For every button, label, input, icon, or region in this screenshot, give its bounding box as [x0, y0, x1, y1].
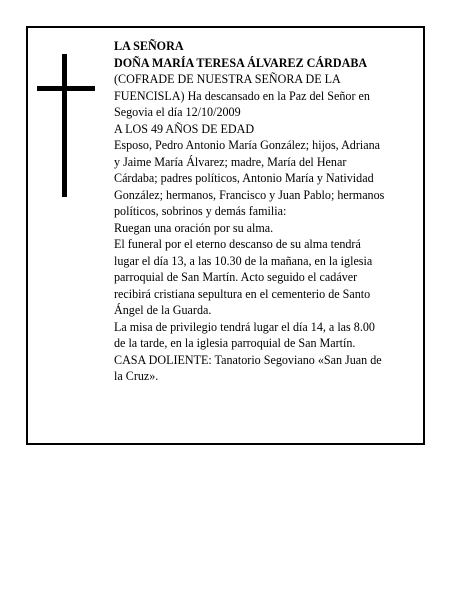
funeral-line: lugar el día 13, a las 10.30 de la mañana, en la iglesia: [114, 253, 373, 268]
affiliation-line: FUENCISLA) Ha descansado en la Paz del Señor en: [114, 88, 370, 103]
family-line: Cárdaba; padres políticos, Antonio María y Natividad: [114, 171, 374, 185]
cross-vertical-bar: [62, 54, 67, 197]
cross-horizontal-bar: [37, 86, 95, 91]
mass-line: La misa de privilegio tendrá lugar el día 14, a las 8.00: [114, 319, 375, 334]
obituary-text: [114, 38, 420, 385]
mourning-house-line: la Cruz».: [114, 369, 159, 383]
mourning-house-line: CASA DOLIENTE: Tanatorio Segoviano «San Juan de: [114, 352, 382, 367]
funeral-line: recibirá cristiana sepultura en el cementerio de Santo: [114, 286, 371, 301]
funeral-line: parroquial de San Martín. Acto seguido el cadáver: [114, 270, 358, 284]
funeral-line: Ángel de la Guarda.: [114, 303, 212, 317]
cross-icon: [37, 54, 95, 197]
family-line: y Jaime María Álvarez; madre, María del Henar: [114, 154, 347, 169]
funeral-line: El funeral por el eterno descanso de su alma tendrá: [114, 237, 361, 251]
affiliation-line: (COFRADE DE NUESTRA SEÑORA DE LA: [114, 72, 341, 86]
age-line: A LOS 49 AÑOS DE EDAD: [114, 121, 255, 136]
affiliation-line: Segovia el día 12/10/2009: [114, 105, 241, 119]
prayer-line: Ruegan una oración por su alma.: [114, 220, 274, 235]
deceased-name: DOÑA MARÍA TERESA ÁLVAREZ CÁRDABA: [114, 55, 368, 70]
family-line: Esposo, Pedro Antonio María González; hijos, Adriana: [114, 138, 381, 152]
family-line: políticos, sobrinos y demás familia:: [114, 204, 287, 218]
family-line: González; hermanos, Francisco y Juan Pablo; hermanos: [114, 187, 385, 202]
mass-line: de la tarde, en la iglesia parroquial de San Martín.: [114, 336, 356, 350]
notice-title: LA SEÑORA: [114, 39, 184, 53]
